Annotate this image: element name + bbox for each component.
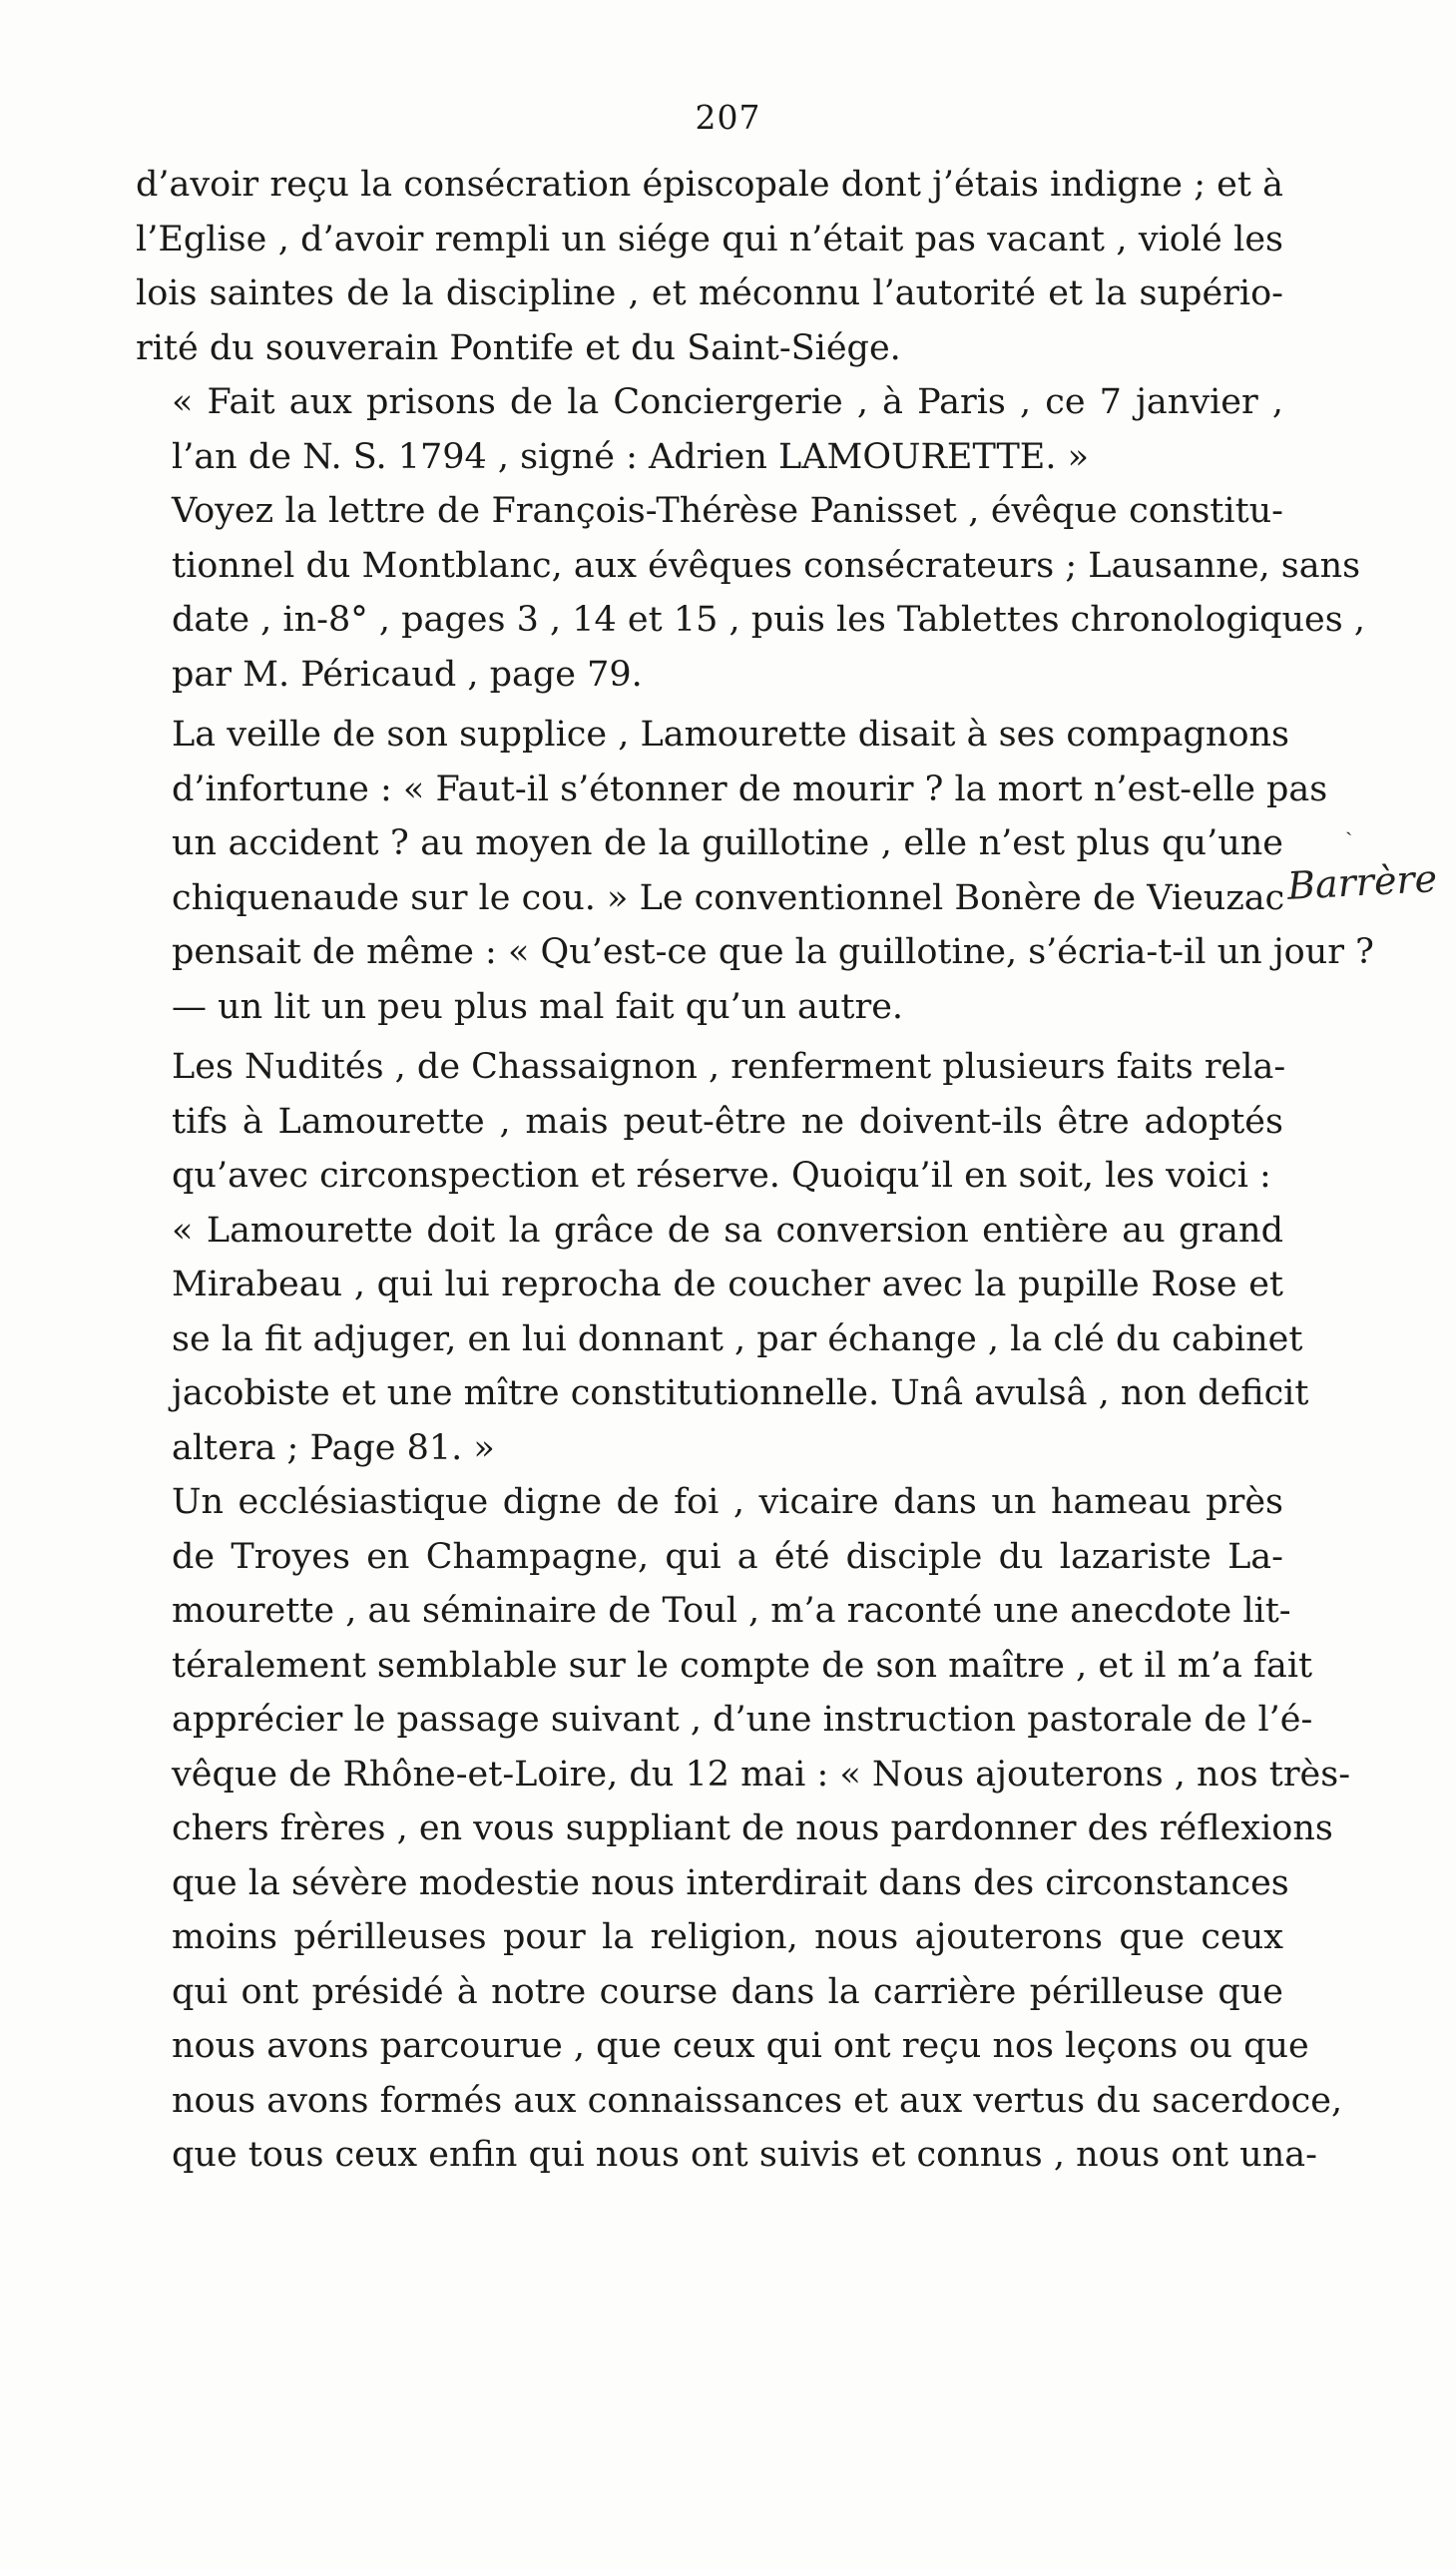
- text-line: moins périlleuses pour la religion, nous ajouterons que ceux: [172, 1917, 1283, 1957]
- text-line: La veille de son supplice , Lamourette disait à ses compagnons: [172, 715, 1290, 755]
- text-line: que tous ceux enfin qui nous ont suivis et connus , nous ont una-: [172, 2135, 1317, 2175]
- text-line: chers frères , en vous suppliant de nous pardonner des réflexions: [172, 1808, 1333, 1848]
- text-line: « Lamourette doit la grâce de sa conversion entière au grand: [172, 1210, 1283, 1251]
- text-line: d’avoir reçu la consécration épiscopale dont j’étais indigne ; et à: [136, 165, 1283, 205]
- text-line: vêque de Rhône-et-Loire, du 12 mai : « Nous ajouterons , nos très-: [172, 1754, 1351, 1795]
- text-line: qu’avec circonspection et réserve. Quoiqu’il en soit, les voici :: [172, 1156, 1271, 1196]
- text-line: Les Nudités , de Chassaignon , renferment plusieurs faits rela-: [172, 1047, 1286, 1087]
- handwritten-margin-note: Barrère: [1285, 856, 1439, 908]
- text-line: lois saintes de la discipline , et méconnu l’autorité et la supério-: [136, 273, 1283, 313]
- paragraph-1: [136, 158, 1283, 375]
- text-line: un accident ? au moyen de la guillotine , elle n’est plus qu’une: [172, 823, 1283, 863]
- text-line: apprécier le passage suivant , d’une instruction pastorale de l’é-: [172, 1700, 1313, 1740]
- page-number: 207: [695, 98, 761, 137]
- text-line: téralement semblable sur le compte de son maître , et il m’a fait: [172, 1645, 1313, 1686]
- text-line: que la sévère modestie nous interdirait dans des circonstances: [172, 1862, 1289, 1903]
- paragraph-7: [136, 1475, 1351, 2183]
- text-line: l’an de N. S. 1794 , signé : Adrien LAMOURETTE. »: [172, 436, 1090, 477]
- text-line: se la fit adjuger, en lui donnant , par échange , la clé du cabinet: [172, 1318, 1303, 1359]
- paragraph-3: [136, 484, 1365, 702]
- paragraph-5: [136, 1040, 1286, 1204]
- text-line: l’Eglise , d’avoir rempli un siége qui n’était pas vacant , violé les: [136, 219, 1283, 259]
- text-line: chiquenaude sur le cou. » Le conventionnel Bonère de Vieuzac: [172, 877, 1285, 918]
- text-line: qui ont présidé à notre course dans la carrière périlleuse que: [172, 1971, 1283, 2012]
- text-line: pensait de même : « Qu’est-ce que la guillotine, s’écria-t-il un jour ?: [172, 932, 1374, 972]
- text-line: mourette , au séminaire de Toul , m’a raconté une anecdote lit-: [172, 1591, 1291, 1631]
- text-line: nous avons parcourue , que ceux qui ont reçu nos leçons ou que: [172, 2026, 1309, 2066]
- text-line: rité du souverain Pontife et du Saint-Siége.: [136, 327, 901, 368]
- text-line: Un ecclésiastique digne de foi , vicaire dans un hameau près: [172, 1482, 1283, 1522]
- text-line: altera ; Page 81. »: [172, 1427, 495, 1468]
- text-line: nous avons formés aux connaissances et aux vertus du sacerdoce,: [172, 2080, 1343, 2121]
- text-line: tifs à Lamourette , mais peut-être ne doivent-ils être adoptés: [172, 1101, 1283, 1142]
- paragraph-6: [136, 1204, 1309, 1476]
- paragraph-2: [136, 375, 1283, 484]
- text-line: jacobiste et une mître constitutionnelle. Unâ avulsâ , non deficit: [172, 1373, 1309, 1413]
- text-line: de Troyes en Champagne, qui a été disciple du lazariste La-: [172, 1536, 1283, 1577]
- text-line: Voyez la lettre de François-Thérèse Panisset , évêque constitu-: [172, 491, 1283, 531]
- text-line: d’infortune : « Faut-il s’étonner de mourir ? la mort n’est-elle pas: [172, 769, 1328, 809]
- text-line: par M. Péricaud , page 79.: [172, 654, 643, 695]
- margin-tick-mark: ˎ: [1345, 811, 1353, 836]
- text-line: date , in-8° , pages 3 , 14 et 15 , puis les Tablettes chronologiques ,: [172, 600, 1365, 640]
- text-line: — un lit un peu plus mal fait qu’un autre.: [172, 986, 904, 1027]
- text-line: Mirabeau , qui lui reprocha de coucher avec la pupille Rose et: [172, 1265, 1283, 1304]
- text-line: « Fait aux prisons de la Conciergerie , à Paris , ce 7 janvier ,: [172, 382, 1283, 422]
- text-line: tionnel du Montblanc, aux évêques consécrateurs ; Lausanne, sans: [172, 545, 1361, 586]
